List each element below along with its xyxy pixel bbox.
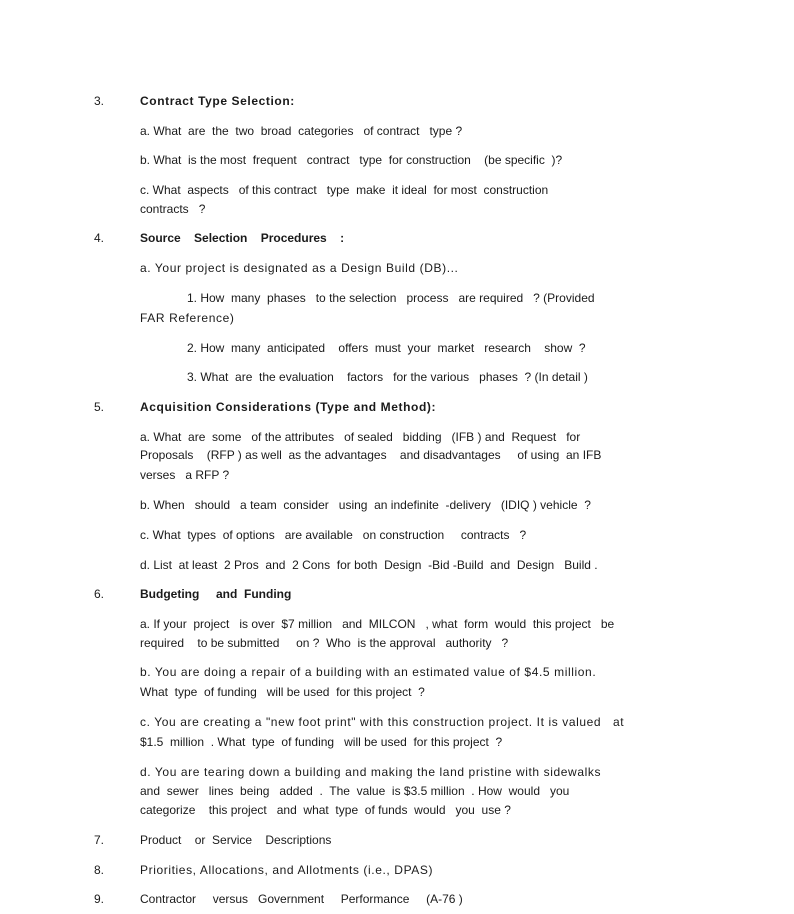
question-line: and sewer lines being added . The value is $3.5 million . How would you <box>140 784 570 798</box>
question-line: a. If your project is over $7 million and MILCON , what form would this project be <box>140 617 615 631</box>
section-title: Acquisition Considerations (Type and Method): <box>140 400 437 414</box>
section-number: 4. <box>94 231 105 245</box>
question-line: Proposals (RFP ) as well as the advantages and disadvantages of using an IFB <box>140 448 602 462</box>
section-title: Budgeting and Funding <box>140 587 292 601</box>
section-number: 5. <box>94 400 105 414</box>
question-line: 3. What are the evaluation factors for the various phases ? (In detail ) <box>187 370 588 384</box>
question-line: categorize this project and what type of funds would you use ? <box>140 803 511 817</box>
question-line: b. When should a team consider using an indefinite -delivery (IDIQ ) vehicle ? <box>140 498 591 512</box>
question-line: 2. How many anticipated offers must your market research show ? <box>187 341 586 355</box>
question-line: contracts ? <box>140 202 206 216</box>
question-line: d. List at least 2 Pros and 2 Cons for both Design -Bid -Build and Design Build . <box>140 558 598 572</box>
question-line: c. You are creating a "new foot print" with this construction project. It is valued at <box>140 715 625 729</box>
section-title: Product or Service Descriptions <box>140 833 332 847</box>
section-number: 3. <box>94 94 105 108</box>
section-title: Priorities, Allocations, and Allotments (i.e., DPAS) <box>140 863 434 877</box>
section-title: Contract Type Selection: <box>140 94 295 108</box>
question-line: verses a RFP ? <box>140 468 230 482</box>
question-line: a. What are the two broad categories of contract type ? <box>140 124 463 138</box>
question-line: b. You are doing a repair of a building with an estimated value of $4.5 million. <box>140 665 597 679</box>
question-line: FAR Reference) <box>140 311 235 325</box>
question-line: a. Your project is designated as a Design Build (DB)... <box>140 261 459 275</box>
section-number: 7. <box>94 833 105 847</box>
question-line: c. What types of options are available on construction contracts ? <box>140 528 527 542</box>
question-line: $1.5 million . What type of funding will be used for this project ? <box>140 735 503 749</box>
section-number: 8. <box>94 863 105 877</box>
question-line: c. What aspects of this contract type make it ideal for most construction <box>140 183 549 197</box>
section-number: 9. <box>94 892 105 906</box>
question-line: What type of funding will be used for this project ? <box>140 685 425 699</box>
question-line: a. What are some of the attributes of sealed bidding (IFB ) and Request for <box>140 430 581 444</box>
section-title: Source Selection Procedures : <box>140 231 345 245</box>
section-title: Contractor versus Government Performance (A-76 ) <box>140 892 463 906</box>
section-number: 6. <box>94 587 105 601</box>
question-line: b. What is the most frequent contract type for construction (be specific )? <box>140 153 563 167</box>
question-line: 1. How many phases to the selection process are required ? (Provided <box>187 291 595 305</box>
question-line: d. You are tearing down a building and making the land pristine with sidewalks <box>140 765 602 779</box>
question-line: required to be submitted on ? Who is the approval authority ? <box>140 636 509 650</box>
